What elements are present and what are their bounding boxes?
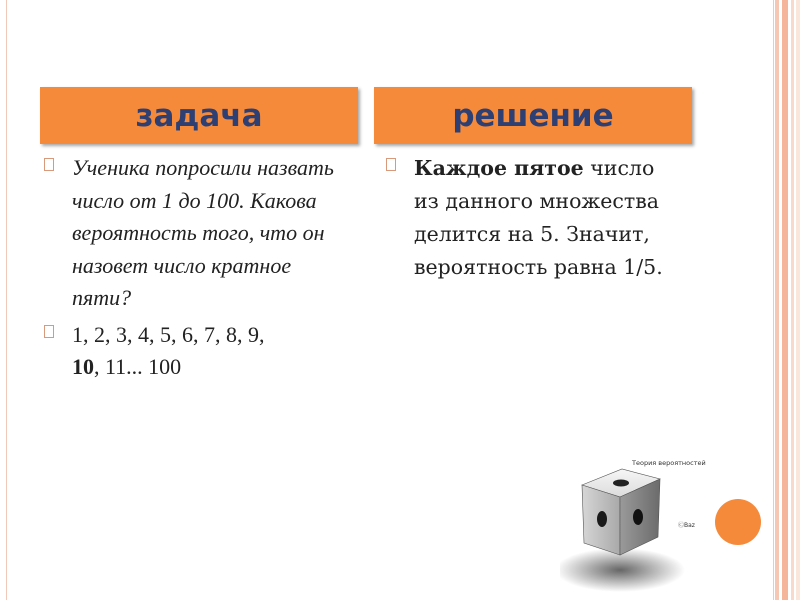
problem-column	[42, 152, 352, 388]
problem-question: Ученика попросили назвать число от 1 до 100. Какова вероятность того, что он назовет число кратное пяти?	[72, 155, 334, 310]
sequence-start: 1, 2, 3, 4, 5, 6, 7, 8, 9,	[72, 321, 265, 347]
solution-bold: Каждое пятое	[414, 156, 584, 180]
dice-icon	[560, 455, 720, 600]
illustration-caption: Теория вероятностей	[632, 459, 706, 467]
header-problem-label: задача	[135, 97, 263, 134]
illustration-signature: ⒸBaz	[678, 522, 695, 529]
bullet-icon	[44, 158, 54, 171]
dice-illustration	[560, 455, 720, 600]
header-problem	[40, 87, 358, 144]
header-solution	[374, 87, 692, 144]
bullet-icon	[44, 325, 54, 338]
bullet-icon	[386, 158, 396, 171]
decor-stripe	[796, 0, 800, 600]
list-item	[42, 319, 352, 384]
decor-stripe	[782, 0, 788, 600]
solution-text	[414, 152, 684, 284]
list-item	[42, 152, 352, 315]
solution-body: число из данного множества делится на 5. Значит, вероятность равна 1/5.	[414, 156, 663, 279]
decor-stripe	[791, 0, 794, 600]
header-solution-label: решение	[452, 97, 614, 134]
list-item	[384, 152, 684, 284]
sequence-end: , 11... 100	[94, 354, 182, 379]
decor-stripe	[775, 0, 779, 600]
decor-circle	[715, 499, 761, 545]
sequence-bold: 10	[72, 354, 94, 379]
number-sequence	[72, 319, 352, 384]
solution-column	[384, 152, 684, 288]
